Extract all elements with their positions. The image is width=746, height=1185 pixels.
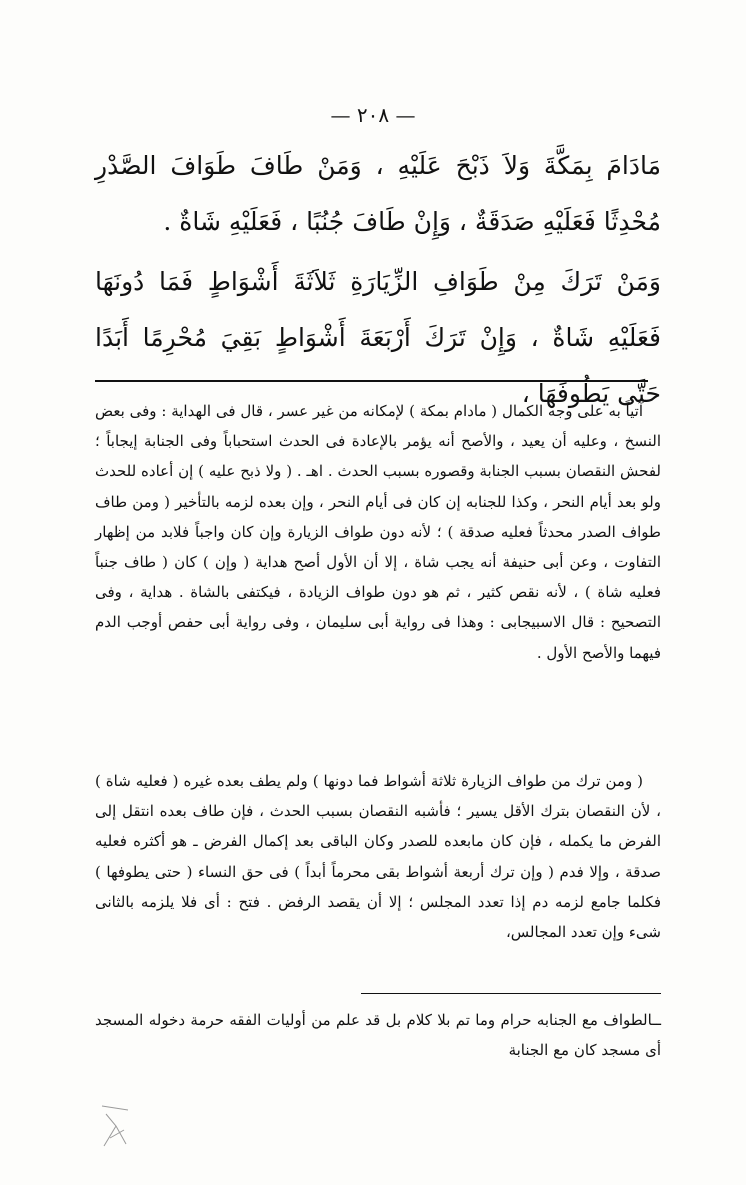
commentary-paragraph: آتياً به على وجه الكمال ( مادام بمكة ) لإمكانه من غير عسر ، قال فى الهداية : وفى بعض النسخ ، وعليه أن يعيد ، والأصح أنه يؤمر بالإعادة فى الحدث استحباباً وفى الجنابة إيجاباً ؛ لفحش النقصان بسبب الجنابة وقصوره بسبب الحدث . اهـ . ( ولا ذبح عليه ) إن أعاده للحدث ولو بعد أيام النحر ، وكذا للجنابه إن كان فى أيام النحر ، وإن بعده لزمه بالتأخير ( ومن طاف طواف الصدر محدثاً فعليه صدقة ) ؛ لأنه دون طواف الزيارة وإن كان واجباً فلابد من إظهار التفاوت ، وعن أبى حنيفة أنه يجب شاة ، إلا أن الأول أصح هداية ( وإن ) كان ( طاف جنباً فعليه شاة ) ، لأنه نقص كثير ، ثم هو دون طواف الزيادة ، فيكتفى بالشاة . هداية ، وفى التصحيح : قال الاسبيجابى : وهذا فى رواية أبى سليمان ، وفى رواية أبى حفص أوجب الدم فيهما والأصح الأول . bbox=[95, 402, 661, 662]
main-text-paragraph: مَادَامَ بِمَكَّةَ وَلاَ ذَبْحَ عَلَيْهِ ، وَمَنْ طَافَ طَوَافَ الصَّدْرِ مُحْدِثًا فَعَلَيْهِ صَدَقَةٌ ، وَإِنْ طَافَ جُنُبًا ، فَعَلَيْهِ شَاةٌ . bbox=[95, 151, 661, 236]
footnote-divider bbox=[361, 993, 661, 994]
footnote-text: ــالطواف مع الجنابه حرام وما تم بلا كلام بل قد علم من أوليات الفقه حرمة دخوله المسجد أى مسجد كان مع الجنابة bbox=[95, 1011, 661, 1059]
commentary-block-1 bbox=[95, 396, 661, 668]
handwritten-mark-icon bbox=[98, 1100, 132, 1152]
main-divider bbox=[95, 380, 648, 382]
footnote bbox=[95, 1005, 661, 1065]
main-text-block-1 bbox=[95, 138, 661, 250]
commentary-block-2 bbox=[95, 766, 661, 947]
page-number: — ٢٠٨ — bbox=[330, 103, 416, 127]
main-text-paragraph: وَمَنْ تَرَكَ مِنْ طَوَافِ الزِّيَارَةِ ثَلاَثَةَ أَشْوَاطٍ فَمَا دُونَهَا فَعَلَيْهِ شَاةٌ ، وَإِنْ تَرَكَ أَرْبَعَةَ أَشْوَاطٍ بَقِيَ مُحْرِمًا أَبَدًا حَتَّى يَطُوفَهَا ، bbox=[95, 267, 661, 408]
commentary-paragraph: ( ومن ترك من طواف الزيارة ثلاثة أشواط فما دونها ) ولم يطف بعده غيره ( فعليه شاة ) ، لأن النقصان بترك الأقل يسير ؛ فأشبه النقصان بسبب الحدث ، فإن طاف بعده انتقل إلى الفرض ما يكمله ، فإن كان مابعده للصدر وكان الباقى بعد إكمال الفرض ـ هو أكثره فعليه صدقة ، وإلا فدم ( وإن ترك أربعة أشواط بقى محرماً أبداً ) فى حق النساء ( حتى يطوفها ) فكلما جامع لزمه دم إذا تعدد المجلس ؛ إلا أن يقصد الرفض . فتح : أى فلا يلزمه بالثانى شىء وإن تعدد المجالس، bbox=[95, 772, 661, 942]
